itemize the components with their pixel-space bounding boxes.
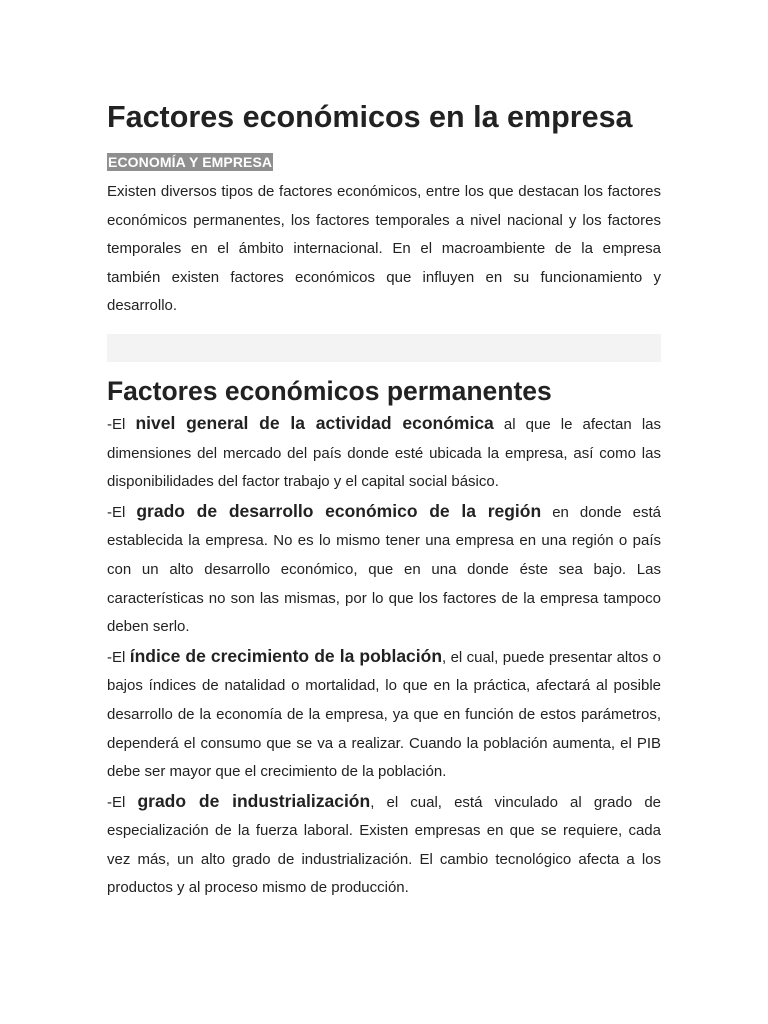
factor-key-phrase: nivel general de la actividad económica (135, 412, 494, 433)
separator-bar (107, 334, 661, 362)
document-page (107, 97, 661, 903)
category-tag[interactable]: ECONOMÍA Y EMPRESA (108, 154, 273, 170)
factor-key-phrase: grado de desarrollo económico de la región (136, 500, 542, 521)
factor-paragraph (107, 642, 661, 787)
factor-key-phrase: índice de crecimiento de la población (129, 645, 443, 666)
factors-list (107, 409, 661, 903)
page-title: Factores económicos en la empresa (107, 100, 633, 134)
factor-prefix: -El (107, 503, 137, 521)
factor-prefix: -El (107, 793, 138, 811)
factor-description: en donde está establecida la empresa. No es lo mismo tener una empresa en una región o país con un alto desarrollo económico, que en una donde éste sea bajo. Las características no son las mismas, por lo que los factores de la empresa tampoco deben serlo. (107, 503, 661, 636)
factor-description: , el cual, puede presentar altos o bajos índices de natalidad o mortalidad, lo que en la práctica, afectará al posible desarrollo de la economía de la empresa, ya que en función de estos parámetros, dependerá el consumo que se va a realizar. Cuando la población aumenta, el PIB debe ser mayor que el crecimiento de la población. (107, 648, 661, 781)
factor-key-phrase: grado de industrialización (137, 790, 371, 811)
factor-paragraph (107, 787, 661, 903)
factor-description: al que le afectan las dimensiones del mercado del país donde esté ubicada la empresa, así como las disponibilidades del factor trabajo y el capital social básico. (107, 415, 662, 491)
factor-prefix: -El (107, 648, 130, 666)
factor-paragraph (107, 497, 661, 642)
intro-paragraph: Existen diversos tipos de factores económicos, entre los que destacan los factores económicos permanentes, los factores temporales a nivel nacional y los factores temporales en el ámbito internacional. En el macroambiente de la empresa también existen factores económicos que influyen en su funcionamiento y desarrollo. (107, 183, 661, 315)
factor-description: , el cual, está vinculado al grado de especialización de la fuerza laboral. Existen empresas en que se requiere, cada vez más, un alto grado de industrialización. El cambio tecnológico afecta a los productos y al proceso mismo de producción. (107, 793, 662, 897)
category-tag-line (107, 153, 661, 173)
section-heading: Factores económicos permanentes (107, 375, 552, 406)
factor-paragraph (107, 409, 661, 497)
factor-prefix: -El (107, 415, 136, 433)
